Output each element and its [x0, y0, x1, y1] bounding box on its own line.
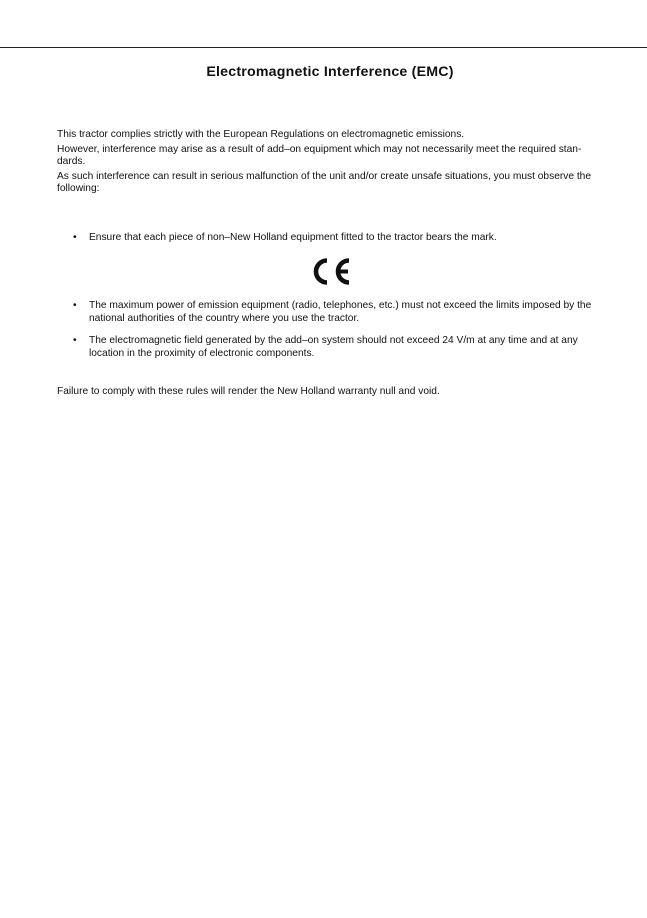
intro-paragraph: This tractor complies strictly with the European Regulations on electromagnetic emissions.	[57, 129, 465, 140]
page-title: Electromagnetic Interference (EMC)	[206, 64, 454, 80]
bullet-dot: •	[73, 300, 77, 311]
intro-paragraph: As such interference can result in serious malfunction of the unit and/or create unsafe situations, you must observe the following:	[57, 170, 592, 195]
ce-mark-icon	[308, 256, 354, 287]
intro-paragraph: However, interference may arise as a result of add–on equipment which may not necessarily meet the required stan-dards.	[57, 143, 582, 168]
bullet-item	[57, 232, 609, 245]
bullet-item	[57, 300, 609, 325]
bullet-text: Ensure that each piece of non–New Holland equipment fitted to the tractor bears the mark.	[89, 232, 497, 243]
bullet-dot: •	[73, 335, 77, 346]
bullet-text: The electromagnetic field generated by the add–on system should not exceed 24 V/m at any time and at any location in the proximity of electronic components.	[89, 335, 578, 359]
closing-paragraph: Failure to comply with these rules will render the New Holland warranty null and void.	[57, 386, 440, 397]
intro-section	[57, 129, 609, 198]
bullet-item	[57, 335, 609, 360]
bullet-dot: •	[73, 232, 77, 243]
bullet-text: The maximum power of emission equipment (radio, telephones, etc.) must not exceed the limits imposed by the national authorities of the country where you use the tractor.	[89, 300, 592, 324]
header-rule	[0, 47, 647, 48]
